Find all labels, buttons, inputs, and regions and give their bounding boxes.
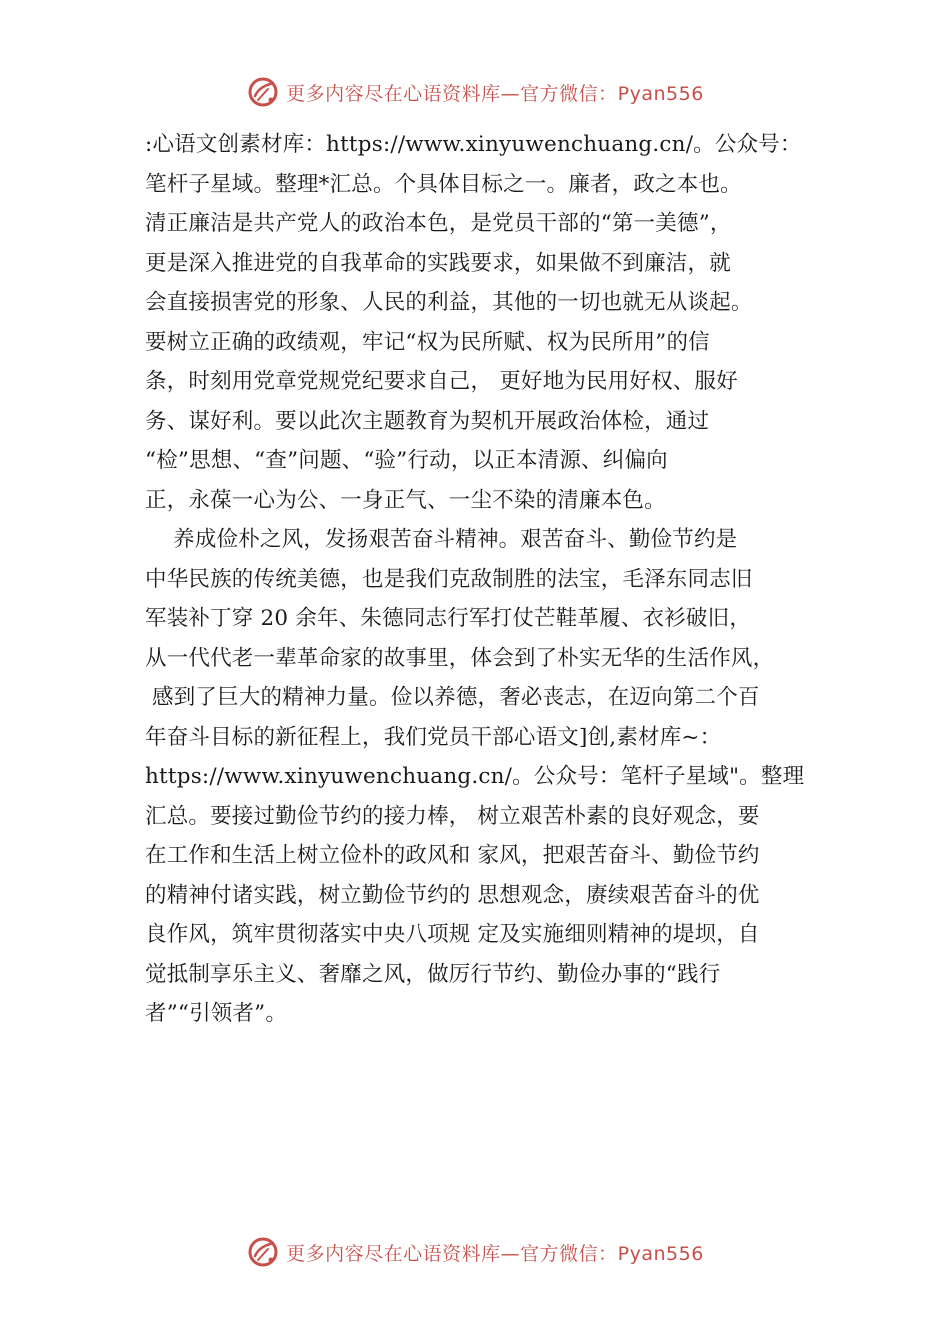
body-line: 养成俭朴之风，发扬艰苦奋斗精神。艰苦奋斗、勤俭节约是 — [145, 527, 738, 552]
body-line: 感到了巨大的精神力量。俭以养德，奢必丧志，在迈向第二个百 — [145, 685, 760, 710]
brand-logo-icon — [246, 1235, 280, 1269]
document-body — [145, 125, 835, 1034]
body-line: 会直接损害党的形象、人民的利益，其他的一切也就无从谈起。 — [145, 290, 753, 315]
footer-banner — [0, 1230, 950, 1274]
body-line: 务、谋好利。要以此次主题教育为契机开展政治体检，通过 — [145, 408, 710, 434]
body-line: 的精神付诸实践，树立勤俭节约的 思想观念，赓续艰苦奋斗的优 — [145, 882, 760, 908]
body-line: 正，永葆一心为公、一身正气、一尘不染的清廉本色。 — [145, 487, 666, 513]
body-line: 更是深入推进党的自我革命的实践要求，如果做不到廉洁，就 — [145, 250, 731, 276]
body-line: 军装补丁穿 20 余年、朱德同志行军打仗芒鞋革履、衣衫破旧， — [145, 606, 752, 631]
body-line: 笔杆子星域。整理*汇总。个具体目标之一。廉者，政之本也。 — [145, 171, 742, 197]
body-line: 汇总。要接过勤俭节约的接力棒， 树立艰苦朴素的良好观念，要 — [145, 803, 760, 829]
body-line: 清正廉洁是共产党人的政治本色，是党员干部的“第一美德”， — [145, 211, 732, 236]
body-line: 要树立正确的政绩观，牢记“权为民所赋、权为民所用”的信 — [145, 329, 710, 355]
body-line: 良作风，筑牢贯彻落实中央八项规 定及实施细则精神的堤坝，自 — [145, 922, 760, 947]
body-line: 条，时刻用党章党规党纪要求自己， 更好地为民用好权、服好 — [145, 369, 738, 394]
header-banner — [0, 70, 950, 114]
body-line: “检”思想、“查”问题、“验”行动，以正本清源、纠偏向 — [145, 448, 668, 473]
header-banner-text: 更多内容尽在心语资料库—官方微信：Pyan556 — [286, 82, 704, 105]
brand-logo-icon — [246, 75, 280, 109]
body-line: 者”“引领者”。 — [145, 1001, 288, 1026]
body-line: 在工作和生活上树立俭朴的政风和 家风，把艰苦奋斗、勤俭节约 — [145, 843, 760, 868]
body-line: 中华民族的传统美德，也是我们克敌制胜的法宝，毛泽东同志旧 — [145, 566, 753, 592]
body-line: 觉抵制享乐主义、奢靡之风，做厉行节约、勤俭办事的“践行 — [145, 961, 721, 987]
body-line: 从一代代老一辈革命家的故事里，体会到了朴实无华的生活作风， — [145, 645, 775, 671]
body-line: https://www.xinyuwenchuang.cn/。公众号：笔杆子星域"。整理 — [145, 764, 805, 789]
body-line: :心语文创素材库：https://www.xinyuwenchuang.cn/。公众号： — [145, 132, 802, 157]
footer-banner-text: 更多内容尽在心语资料库—官方微信：Pyan556 — [286, 1242, 704, 1265]
body-line: 年奋斗目标的新征程上，我们党员干部心语文]创,素材库~： — [145, 724, 722, 750]
